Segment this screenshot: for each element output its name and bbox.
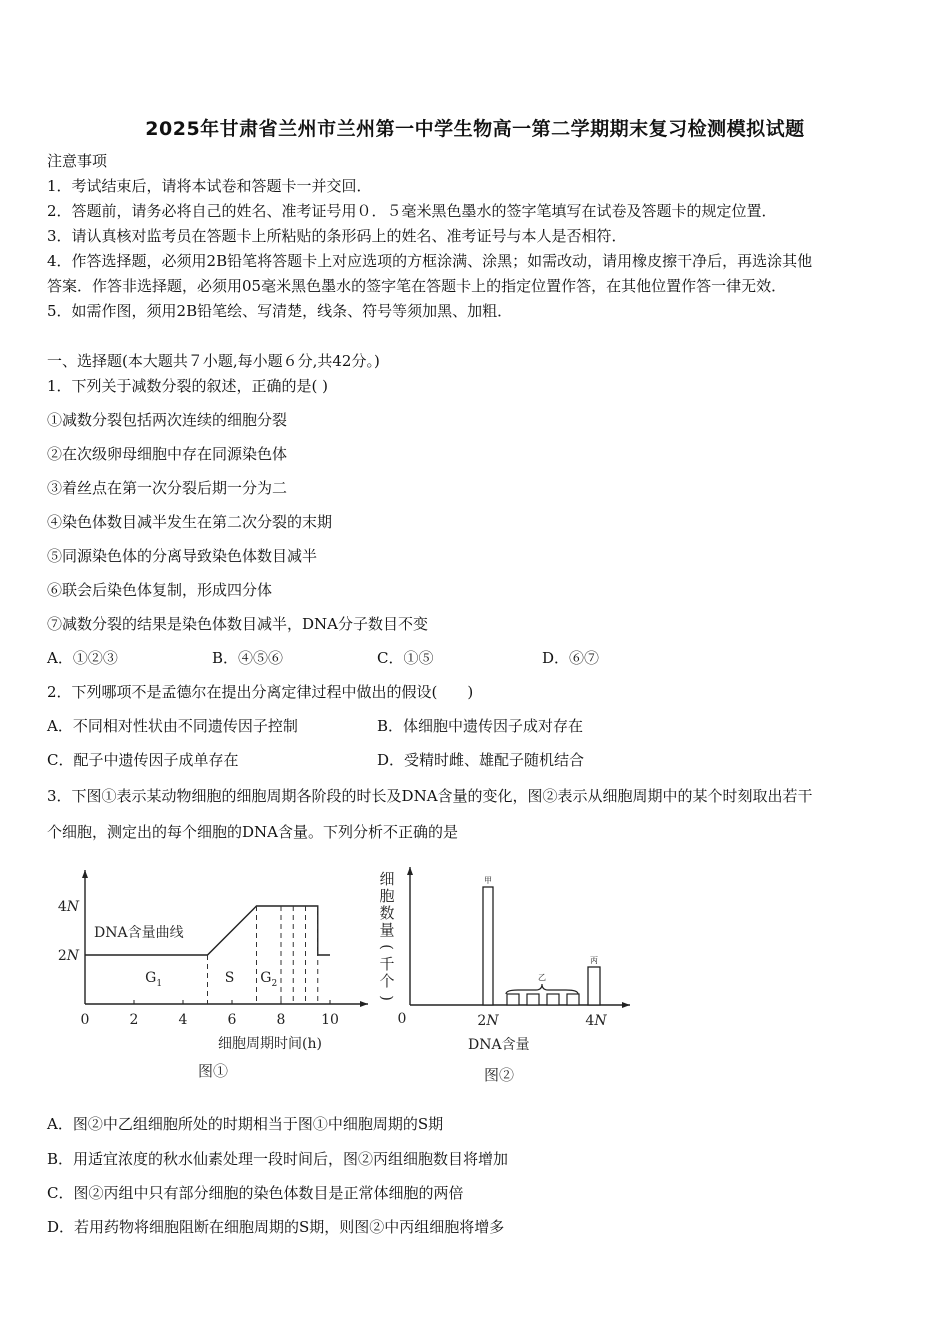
fig1-caption: 图① [198, 1062, 229, 1080]
fig1-phase-label: $G_2$ [260, 970, 278, 989]
q1-item: ②在次级卵母细胞中存在同源染色体 [47, 445, 288, 463]
fig2-bar-4n [588, 967, 600, 1005]
notice-item: 1．考试结束后，请将本试卷和答题卡一并交回． [47, 177, 372, 195]
figure-1-dna-cell-cycle [50, 862, 370, 1092]
q1-option-a: A．①②③ [47, 649, 118, 667]
fig2-y-axis-label-char: 细 [379, 870, 395, 888]
q3-stem-line2: 个细胞，测定出的每个细胞的DNA含量。下列分析不正确的是 [47, 823, 458, 841]
fig2-marks [483, 876, 600, 1005]
fig2-bar-2n [483, 887, 493, 1005]
fig1-phase-label: S [224, 970, 235, 986]
fig2-y-axis-label-char: ( [378, 944, 396, 950]
q3-option-b: B．用适宜浓度的秋水仙素处理一段时间后，图②丙组细胞数目将增加 [47, 1150, 509, 1168]
notice-item: 4．作答选择题，必须用2B铅笔将答题卡上对应选项的方框涂满、涂黑；如需改动，请用橡皮擦干净后，再选涂其他 [47, 252, 813, 270]
fig2-y-axis-label-char: 个 [379, 972, 395, 990]
q1-option-d: D．⑥⑦ [542, 649, 600, 667]
q2-option-a: A．不同相对性状由不同遗传因子控制 [47, 717, 298, 735]
fig1-marks [85, 906, 330, 1004]
q1-item: ⑥联会后染色体复制，形成四分体 [47, 581, 273, 599]
fig1-x-tick-label: 8 [276, 1012, 286, 1028]
fig1-x-tick-label: 6 [227, 1012, 237, 1028]
q1-item: ⑤同源染色体的分离导致染色体数目减半 [47, 547, 318, 565]
fig1-y-arrow [82, 870, 88, 878]
fig2-group-label: 丙 [590, 956, 598, 965]
q1-option-b: B．④⑤⑥ [212, 649, 284, 667]
q2-option-d: D．受精时雌、雄配子随机结合 [377, 751, 585, 769]
fig1-y-tick-label: 4N [57, 899, 79, 915]
page-title: 2025年甘肃省兰州市兰州第一中学生物高一第二学期期末复习检测模拟试题 [145, 118, 805, 140]
fig2-y-axis-label-char: 量 [379, 921, 395, 939]
fig1-x-axis-label: 细胞周期时间(h) [218, 1036, 322, 1052]
fig2-x-arrow [622, 1002, 630, 1008]
fig2-bar-mid [507, 994, 519, 1005]
fig2-y-arrow [407, 867, 413, 875]
fig2-brace [506, 984, 578, 994]
q1-item: ⑦减数分裂的结果是染色体数目减半，DNA分子数目不变 [47, 615, 428, 633]
notice-item: 2．答题前，请务必将自己的姓名、准考证号用０．５毫米黑色墨水的签字笔填写在试卷及答题卡的规定位置． [47, 202, 777, 220]
fig2-y-axis-label-char: 千 [379, 955, 395, 973]
fig1-y-tick-label: 2N [57, 948, 79, 964]
fig2-group-label: 乙 [538, 973, 546, 982]
q3-option-c: C．图②丙组中只有部分细胞的染色体数目是正常体细胞的两倍 [47, 1184, 464, 1202]
figure-2-cell-count [380, 862, 640, 1092]
q1-option-c: C．①⑤ [377, 649, 434, 667]
fig1-series-label: DNA含量曲线 [94, 925, 184, 941]
notice-item: 答案．作答非选择题，必须用05毫米黑色墨水的签字笔在答题卡上的指定位置作答，在其他位置作答一律无效． [47, 277, 787, 295]
fig2-bar-mid [547, 994, 559, 1005]
fig1-x-arrow [360, 1001, 368, 1007]
fig2-origin-label: 0 [397, 1011, 407, 1027]
q1-item: ①减数分裂包括两次连续的细胞分裂 [47, 411, 288, 429]
fig2-bar-mid [527, 994, 539, 1005]
fig1-x-tick-label: 0 [80, 1012, 90, 1028]
notice-item: 3．请认真核对监考员在答题卡上所粘贴的条形码上的姓名、准考证号与本人是否相符． [47, 227, 627, 245]
q1-item: ③着丝点在第一次分裂后期一分为二 [47, 479, 288, 497]
fig1-x-tick-label: 10 [321, 1012, 339, 1028]
fig1-phase-label: $G_1$ [145, 970, 163, 989]
q1-stem: 1．下列关于减数分裂的叙述，正确的是( ) [47, 377, 329, 395]
q1-item: ④染色体数目减半发生在第二次分裂的末期 [47, 513, 333, 531]
fig2-caption: 图② [484, 1066, 515, 1084]
fig2-group-label: 甲 [484, 876, 492, 885]
fig2-x-tick-label: 2N [477, 1013, 499, 1029]
notice-item: 5．如需作图，须用2B铅笔绘、写清楚，线条、符号等须加黑、加粗． [47, 302, 513, 320]
fig1-x-tick-label: 4 [178, 1012, 188, 1028]
fig2-y-axis-label-char: ) [378, 995, 396, 1001]
q2-option-c: C．配子中遗传因子成单存在 [47, 751, 239, 769]
fig2-x-axis-label: DNA含量 [468, 1037, 530, 1053]
fig2-y-axis-label-char: 胞 [379, 887, 395, 905]
section-heading: 一、选择题(本大题共７小题,每小题６分,共42分。) [47, 352, 380, 370]
q2-stem: 2．下列哪项不是孟德尔在提出分离定律过程中做出的假设( ) [47, 683, 474, 701]
q3-stem-line1: 3．下图①表示某动物细胞的细胞周期各阶段的时长及DNA含量的变化，图②表示从细胞周期中的某个时刻取出若干 [47, 787, 813, 805]
fig2-bar-mid [567, 994, 579, 1005]
fig1-x-tick-label: 2 [129, 1012, 139, 1028]
q2-option-b: B．体细胞中遗传因子成对存在 [377, 717, 584, 735]
q3-option-d: D．若用药物将细胞阻断在细胞周期的S期，则图②中丙组细胞将增多 [47, 1218, 505, 1236]
fig2-x-tick-label: 4N [585, 1013, 607, 1029]
notice-heading: 注意事项 [47, 152, 108, 170]
fig2-y-axis-label-char: 数 [379, 904, 395, 922]
q3-option-a: A．图②中乙组细胞所处的时期相当于图①中细胞周期的S期 [47, 1115, 444, 1133]
